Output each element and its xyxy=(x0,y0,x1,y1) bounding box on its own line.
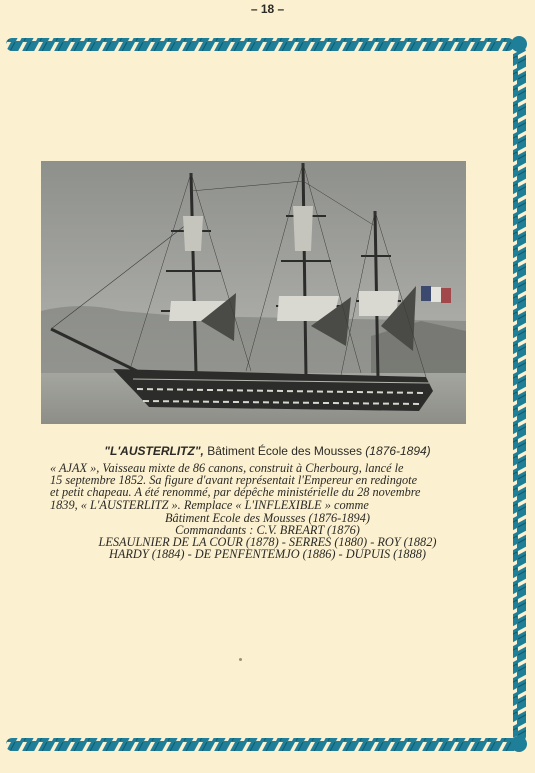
caption-title: "L'AUSTERLITZ", xyxy=(104,444,204,458)
commanders-list-1: LESAULNIER DE LA COUR (1878) - SERRES (1880) - ROY (1882) xyxy=(98,535,437,549)
description-line: « AJAX », Vaisseau mixte de 86 canons, construit à Cherbourg, lancé le xyxy=(50,461,404,475)
commanders-list-2: HARDY (1884) - DE PENFENTEMJO (1886) - DUPUIS (1888) xyxy=(109,547,426,561)
speck xyxy=(239,658,242,661)
description-line: 1839, « L'AUSTERLITZ ». Remplace « L'INFLEXIBLE » comme xyxy=(50,497,369,512)
rope-bottom xyxy=(6,738,522,751)
school-years: Bâtiment Ecole des Mousses (1876-1894) xyxy=(165,511,370,525)
caption-subtitle: Bâtiment École des Mousses xyxy=(207,444,362,458)
caption-years: (1876-1894) xyxy=(365,444,431,458)
description xyxy=(50,462,460,511)
rope-top xyxy=(6,38,514,51)
rope-right xyxy=(513,46,526,742)
description-line: et petit chapeau. A été renommé, par dépêche ministérielle du 28 novembre xyxy=(50,485,421,500)
commanders-heading: Commandants : C.V. BREART (1876) xyxy=(175,523,360,537)
ship-photo xyxy=(41,161,466,424)
photo-caption xyxy=(0,444,535,458)
description-line: 15 septembre 1852. Sa figure d'avant représentait l'Empereur en redingote xyxy=(50,473,418,488)
page-number: – 18 – xyxy=(250,2,285,16)
